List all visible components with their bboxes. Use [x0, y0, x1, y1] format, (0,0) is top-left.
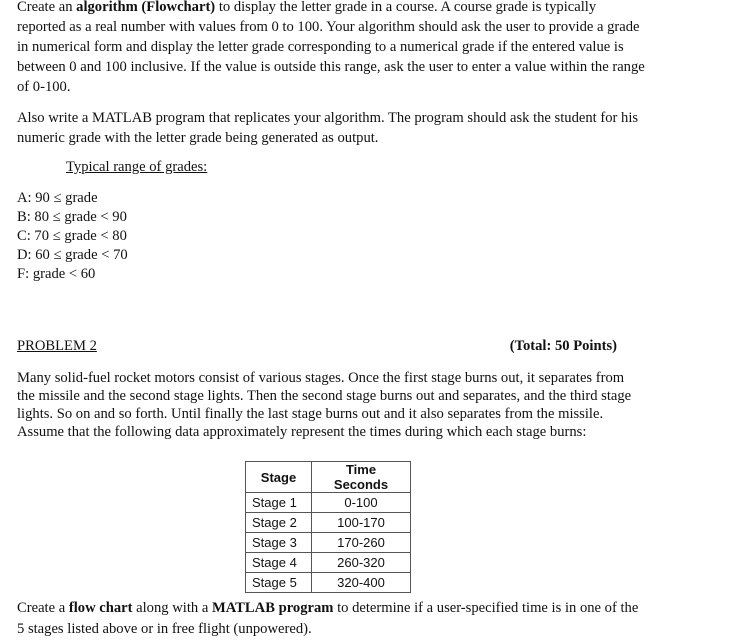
problem2-header: [17, 338, 617, 355]
task-text: to determine if a user-specified time is in one of the 5 stages listed above or in free flight (unpowered).: [17, 600, 639, 637]
stage-cell: Stage 3: [246, 533, 312, 553]
stage-cell: Stage 1: [246, 493, 312, 513]
typical-range-heading: Typical range of grades:: [66, 159, 208, 175]
flowchart-emphasis: flow chart: [68, 600, 133, 616]
table-row: [246, 493, 411, 513]
time-cell: 320-400: [312, 573, 411, 593]
time-cell: 170-260: [312, 533, 411, 553]
grade-item-b: B: 80 ≤ grade < 90: [17, 209, 127, 225]
grade-item-f: F: grade < 60: [17, 266, 96, 282]
problem2-description: Many solid-fuel rocket motors consist of various stages. Once the first stage burns out, it separates from the missile and the second stage lights. Then the second stage burns out and separates, and the third stage lights. So on and so forth. Until finally the last stage burns out and it also separates from the missile. Assume that the following data approximately represent the times during which each stage burns:: [17, 370, 632, 440]
task-text: along with a: [132, 600, 212, 616]
header-time: Time Seconds: [312, 462, 411, 493]
header-stage: Stage: [246, 462, 312, 493]
problem1-instructions: [17, 0, 647, 97]
instructions-text: Create an: [17, 0, 77, 15]
grade-item-d: D: 60 ≤ grade < 70: [17, 247, 128, 263]
matlab-emphasis: MATLAB program: [211, 600, 334, 616]
instructions-text-cont: to display the letter grade in a course. A course grade is typically reported as a real number with values from 0 to 100. Your algorithm should ask the user to provide a grade in numerical form and display the letter grade corresponding to a numerical grade if the entered value is between 0 and 100 inclusive. If the value is outside this range, ask the user to enter a value within the range of 0-100.: [17, 0, 645, 95]
problem2-total: (Total: 50 Points): [509, 338, 617, 354]
problem2-task: [17, 598, 647, 640]
table-row: [246, 513, 411, 533]
problem2-title: PROBLEM 2: [17, 338, 97, 354]
table-header-row: [246, 462, 411, 493]
stage-cell: Stage 2: [246, 513, 312, 533]
time-cell: 100-170: [312, 513, 411, 533]
stage-cell: Stage 5: [246, 573, 312, 593]
table-row: [246, 553, 411, 573]
stage-cell: Stage 4: [246, 553, 312, 573]
grade-item-c: C: 70 ≤ grade < 80: [17, 228, 127, 244]
stage-table: [245, 461, 411, 593]
time-cell: 0-100: [312, 493, 411, 513]
grade-list: [17, 189, 128, 284]
table-row: [246, 533, 411, 553]
task-text: Create a: [17, 600, 69, 616]
matlab-instructions: Also write a MATLAB program that replicates your algorithm. The program should ask the student for his numeric grade with the letter grade being generated as output.: [17, 110, 639, 146]
table-row: [246, 573, 411, 593]
grade-item-a: A: 90 ≤ grade: [17, 190, 98, 206]
time-cell: 260-320: [312, 553, 411, 573]
algorithm-emphasis: algorithm (Flowchart): [76, 0, 216, 15]
